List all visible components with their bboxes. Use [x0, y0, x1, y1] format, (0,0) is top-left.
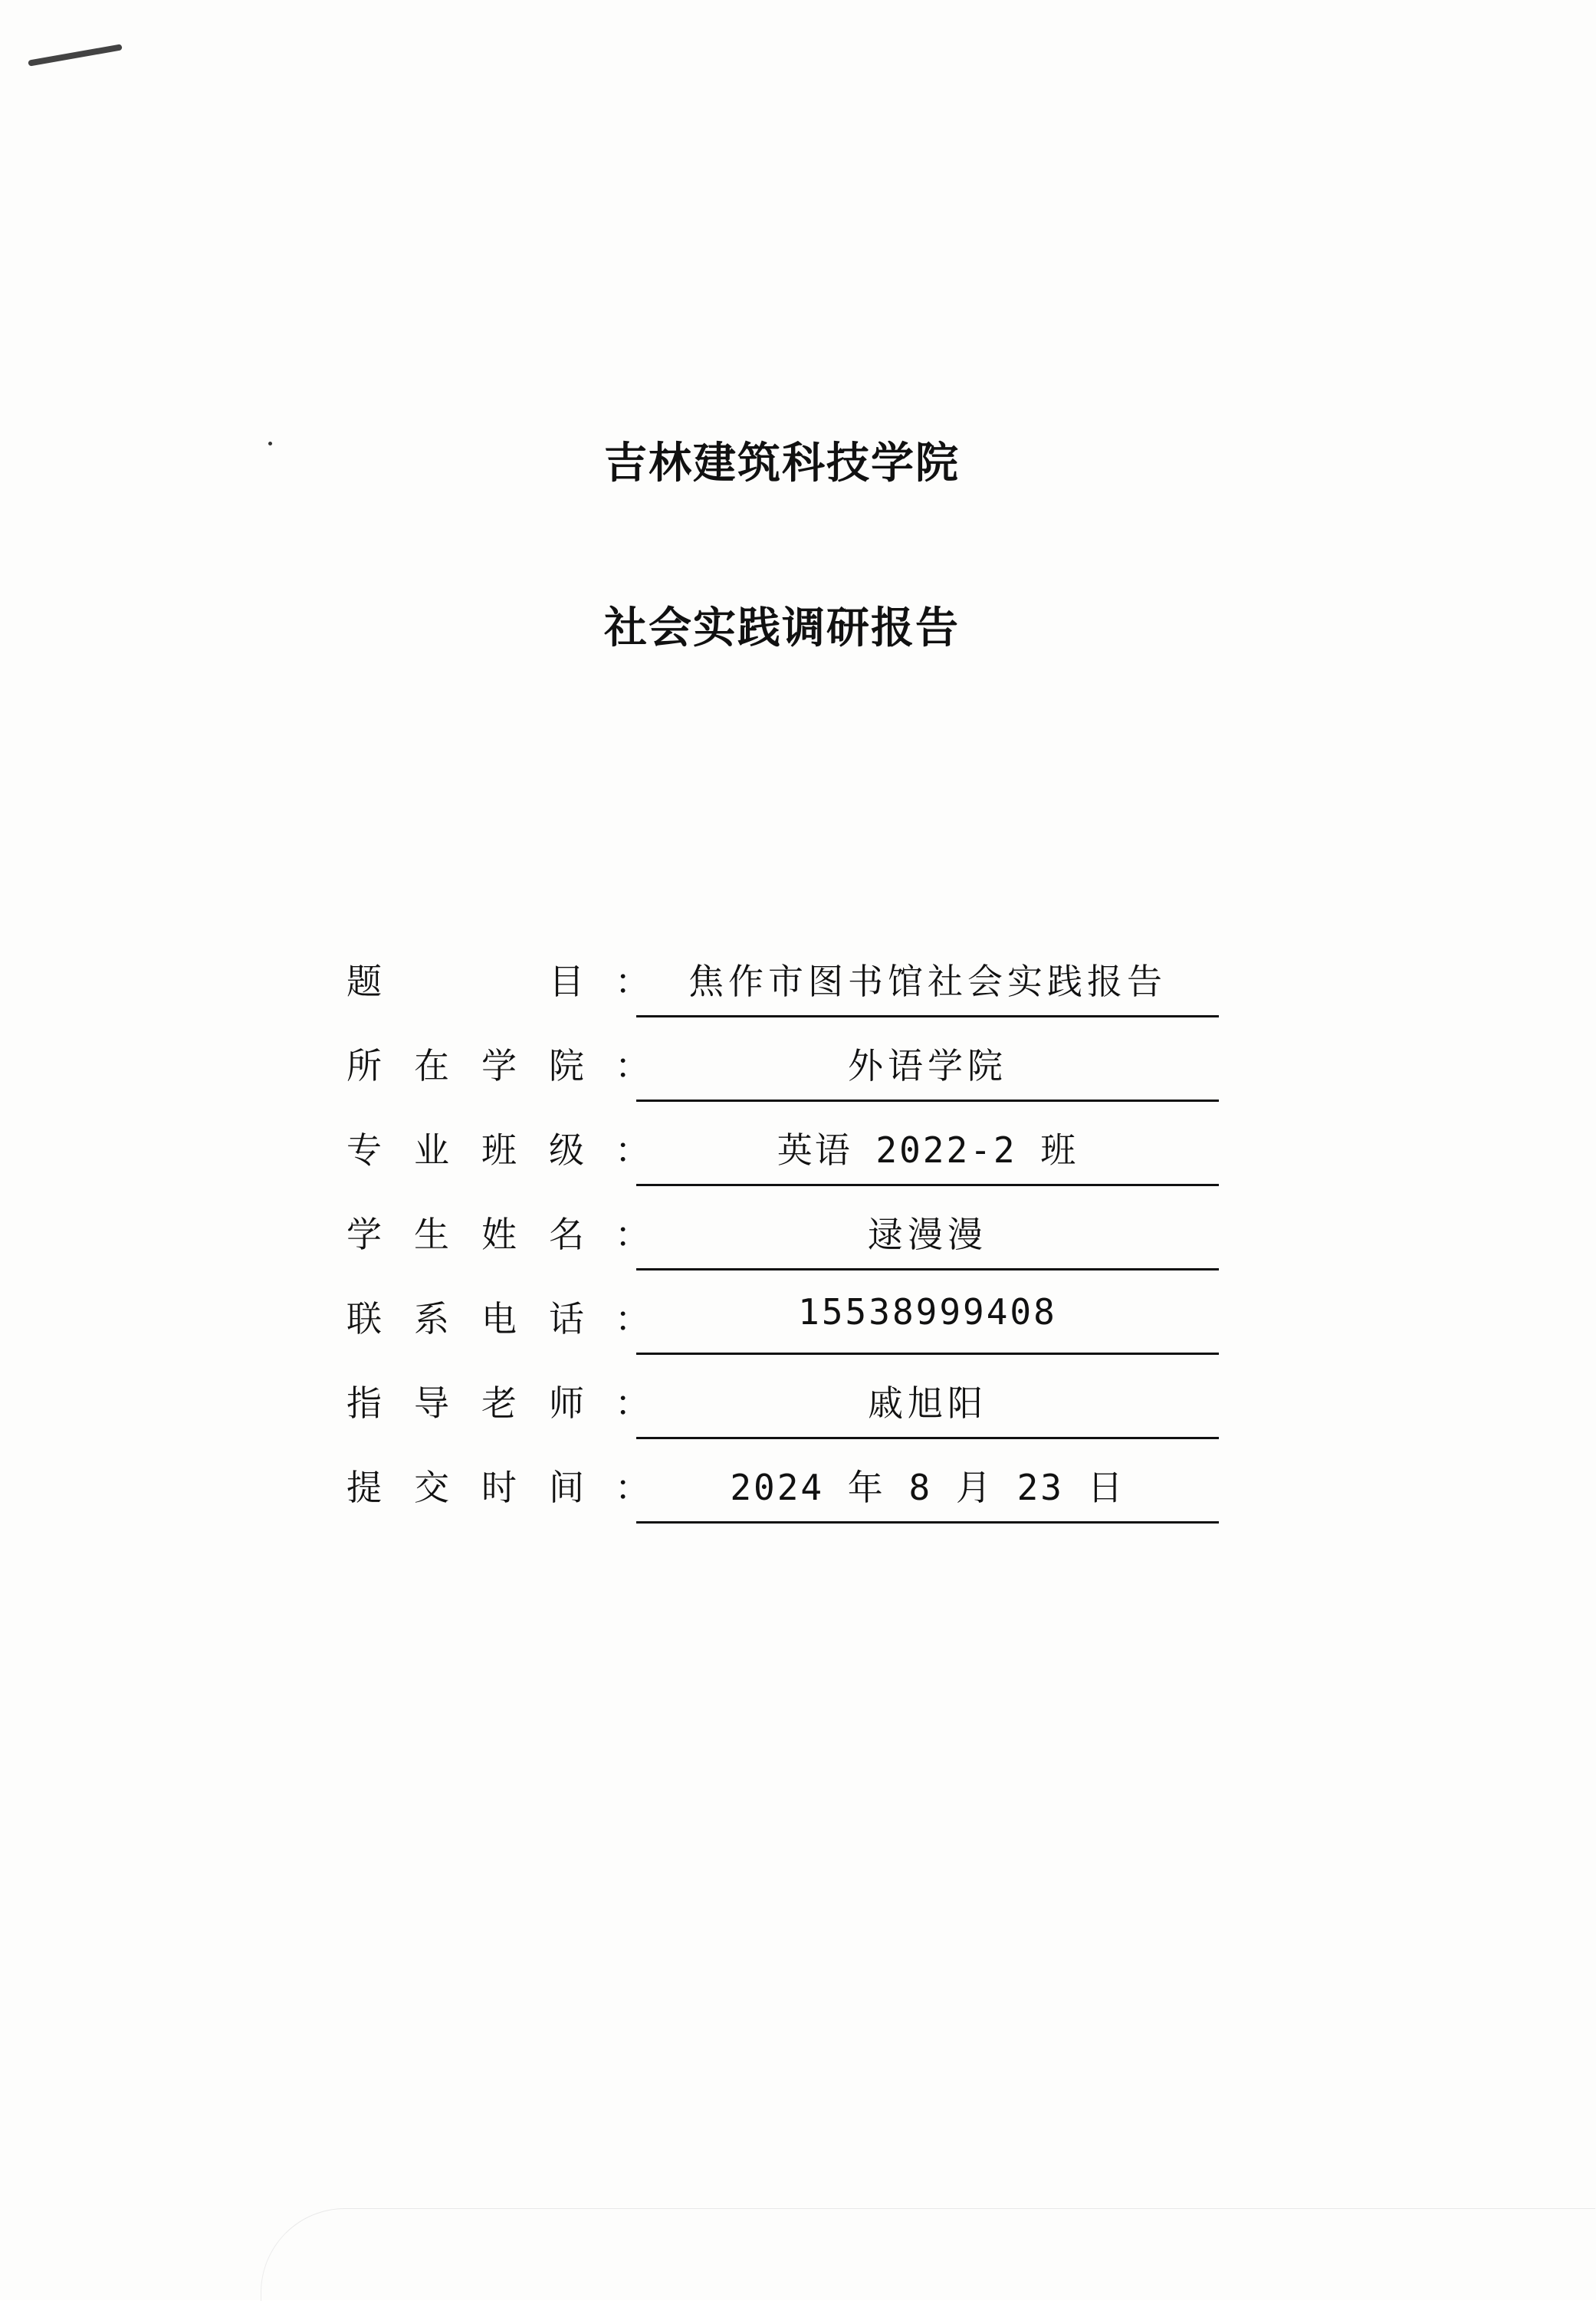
field-row-submit-date	[346, 1449, 1228, 1533]
label-char: 所	[346, 1045, 382, 1086]
field-underline	[636, 1015, 1219, 1017]
field-colon: ：	[615, 1045, 650, 1086]
label-char: 时	[481, 1467, 517, 1508]
field-value-student-name: 逯漫漫	[868, 1214, 987, 1255]
school-name: 吉林建筑科技学院	[604, 439, 960, 488]
label-char: 导	[414, 1382, 449, 1424]
label-char: 提	[346, 1467, 382, 1508]
field-row-advisor	[346, 1365, 1228, 1449]
field-row-class	[346, 1112, 1228, 1196]
label-char: 间	[549, 1467, 584, 1508]
label-char: 交	[414, 1467, 449, 1508]
label-char: 院	[549, 1045, 584, 1086]
label-char: 联	[346, 1298, 382, 1340]
cover-info-table	[346, 943, 1228, 1533]
field-value-title: 焦作市图书馆社会实践报告	[688, 961, 1167, 1002]
field-label-title-char-2: 目	[549, 961, 584, 1002]
label-char: 专	[346, 1129, 382, 1171]
field-value-advisor: 戚旭阳	[868, 1382, 987, 1424]
field-label-student-name	[346, 1207, 584, 1257]
label-char: 学	[481, 1045, 517, 1086]
field-row-student-name	[346, 1196, 1228, 1280]
label-char: 业	[414, 1129, 449, 1171]
field-colon: ：	[615, 1214, 650, 1255]
field-row-title	[346, 943, 1228, 1027]
field-label-title	[346, 954, 584, 1004]
label-char: 级	[549, 1129, 584, 1171]
field-colon: ：	[615, 961, 650, 1002]
field-value-college: 外语学院	[848, 1045, 1007, 1086]
field-colon: ：	[615, 1467, 650, 1508]
label-char: 姓	[481, 1214, 517, 1255]
field-value-submit-date: 2024 年 8 月 23 日	[730, 1467, 1125, 1508]
label-char: 话	[549, 1298, 584, 1340]
label-char: 电	[481, 1298, 517, 1340]
label-char: 班	[481, 1129, 517, 1171]
report-title: 社会实践调研报告	[604, 603, 960, 653]
scan-edge-shadow	[261, 2208, 1595, 2301]
field-colon: ：	[615, 1298, 650, 1340]
field-underline	[636, 1184, 1219, 1186]
label-char: 名	[549, 1214, 584, 1255]
field-value-phone: 15538999408	[798, 1291, 1057, 1333]
field-colon: ：	[615, 1129, 650, 1171]
label-char: 系	[414, 1298, 449, 1340]
label-char: 师	[549, 1382, 584, 1424]
field-row-college	[346, 1027, 1228, 1112]
label-char: 指	[346, 1382, 382, 1424]
field-label-college	[346, 1038, 584, 1089]
field-underline	[636, 1268, 1219, 1270]
field-label-class	[346, 1123, 584, 1173]
field-value-class: 英语 2022-2 班	[777, 1129, 1079, 1171]
field-label-title-char-1: 题	[346, 961, 382, 1002]
label-char: 学	[346, 1214, 382, 1255]
field-colon: ：	[615, 1382, 650, 1424]
label-char: 生	[414, 1214, 449, 1255]
field-label-submit-date	[346, 1460, 584, 1510]
field-underline	[636, 1521, 1219, 1524]
field-row-phone	[346, 1280, 1228, 1365]
scan-pen-mark	[28, 44, 123, 66]
field-underline	[636, 1353, 1219, 1355]
field-underline	[636, 1100, 1219, 1102]
label-char: 老	[481, 1382, 517, 1424]
field-underline	[636, 1437, 1219, 1439]
field-label-advisor	[346, 1376, 584, 1426]
field-label-phone	[346, 1291, 584, 1342]
label-char: 在	[414, 1045, 449, 1086]
